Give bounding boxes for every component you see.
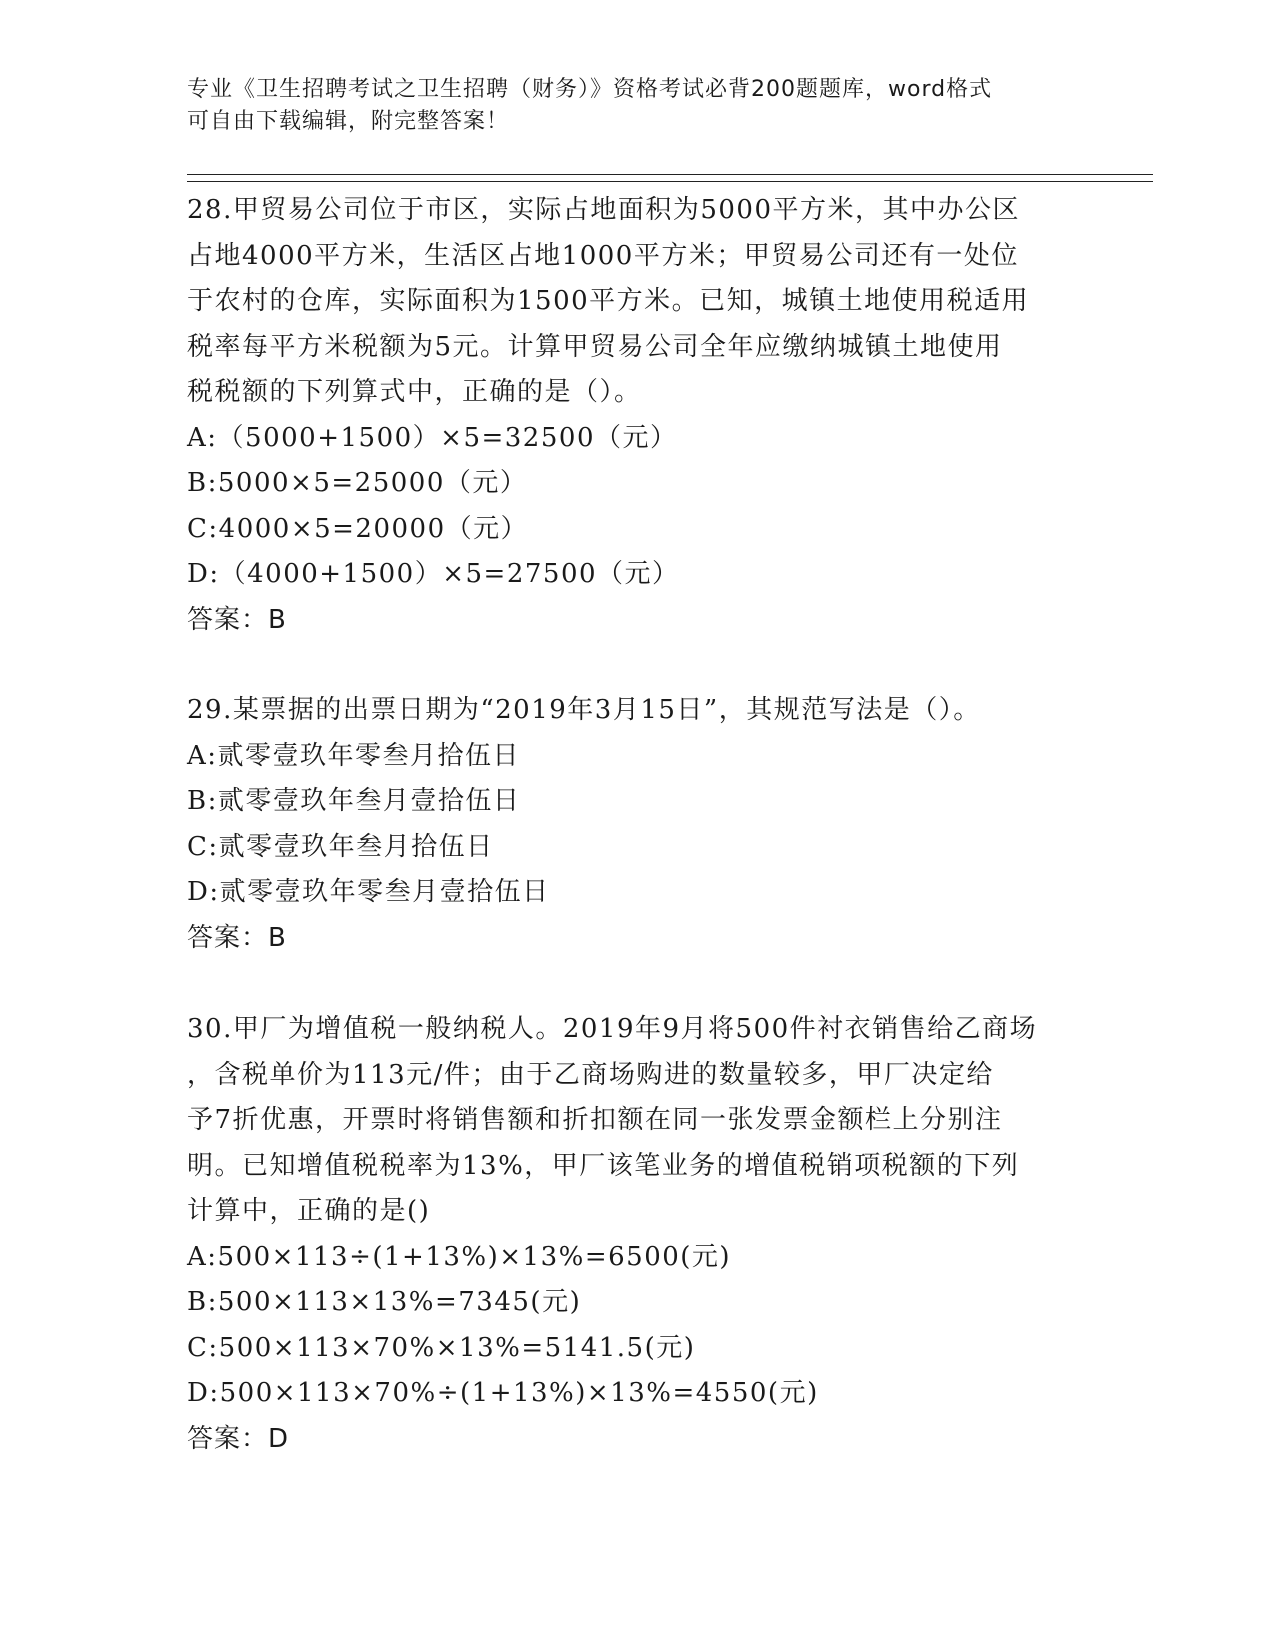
- question-stem-line: 占地4000平方米，生活区占地1000平方米；甲贸易公司还有一处位: [187, 240, 1019, 271]
- question-stem-line: 予7折优惠，开票时将销售额和折扣额在同一张发票金额栏上分别注: [187, 1105, 1003, 1135]
- option-a: A:500×113÷(1+13%)×13%=6500(元): [187, 1241, 732, 1272]
- header-divider-bottom: [187, 181, 1153, 182]
- question-28: [187, 188, 1087, 643]
- question-stem-line: 29.某票据的出票日期为“2019年3月15日”，其规范写法是（）。: [187, 695, 981, 725]
- option-c: C:4000×5=20000（元）: [187, 513, 529, 544]
- question-stem-line: 税率每平方米税额为5元。计算甲贸易公司全年应缴纳城镇土地使用: [187, 331, 1003, 362]
- question-29: [187, 688, 1087, 961]
- header-line-2: 可自由下载编辑，附完整答案！: [187, 109, 510, 134]
- question-stem-line: 明。已知增值税税率为13%，甲厂该笔业务的增值税销项税额的下列: [187, 1150, 1020, 1181]
- option-d: D:贰零壹玖年零叁月壹拾伍日: [187, 877, 550, 907]
- option-a: A:（5000+1500）×5=32500（元）: [187, 422, 678, 453]
- option-c: C:贰零壹玖年叁月拾伍日: [187, 831, 494, 862]
- question-stem-line: 28.甲贸易公司位于市区，实际占地面积为5000平方米，其中办公区: [187, 195, 1021, 225]
- option-a: A:贰零壹玖年零叁月拾伍日: [187, 740, 521, 771]
- option-d: D:（4000+1500）×5=27500（元）: [187, 559, 680, 589]
- question-stem-line: ，含税单价为113元/件；由于乙商场购进的数量较多，甲厂决定给: [187, 1059, 994, 1090]
- question-stem-line: 于农村的仓库，实际面积为1500平方米。已知，城镇土地使用税适用: [187, 286, 1030, 316]
- option-d: D:500×113×70%÷(1+13%)×13%=4550(元): [187, 1378, 819, 1408]
- question-30: [187, 1007, 1087, 1462]
- header-line-1: 专业《卫生招聘考试之卫生招聘（财务）》资格考试必背200题题库，word格式: [187, 77, 993, 102]
- option-b: B:5000×5=25000（元）: [187, 468, 528, 498]
- header-divider-top: [187, 174, 1153, 175]
- question-stem-line: 30.甲厂为增值税一般纳税人。2019年9月将500件衬衣销售给乙商场: [187, 1014, 1038, 1044]
- question-stem-line: 税税额的下列算式中，正确的是（）。: [187, 377, 642, 407]
- answer-line: 答案：D: [187, 1423, 290, 1454]
- option-b: B:贰零壹玖年叁月壹拾伍日: [187, 786, 521, 816]
- document-header: [187, 74, 1067, 138]
- answer-line: 答案：B: [187, 604, 287, 635]
- answer-line: 答案：B: [187, 922, 287, 953]
- option-b: B:500×113×13%=7345(元): [187, 1287, 582, 1317]
- option-c: C:500×113×70%×13%=5141.5(元): [187, 1332, 696, 1363]
- question-stem-line: 计算中，正确的是(): [187, 1196, 431, 1226]
